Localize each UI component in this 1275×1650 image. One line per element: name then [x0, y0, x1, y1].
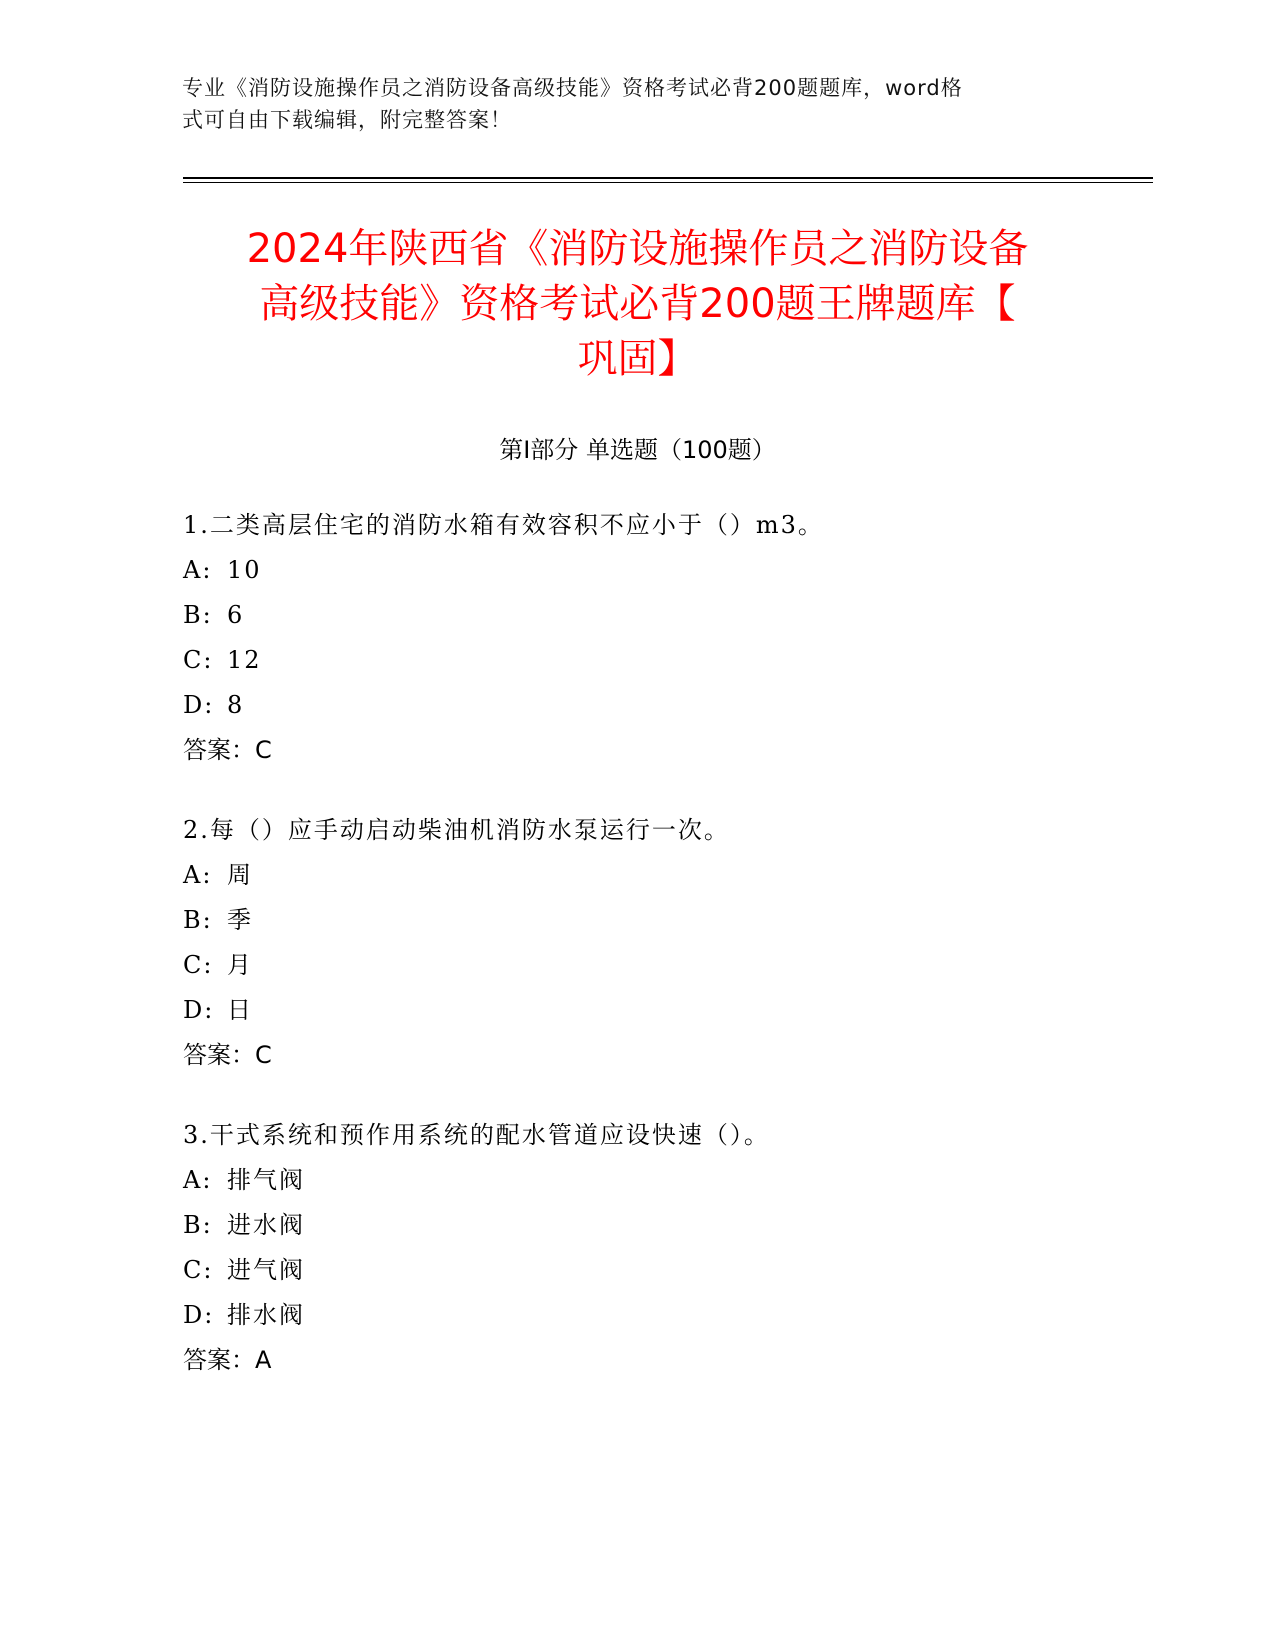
option-text: 6	[227, 601, 245, 629]
header-rule-thin	[183, 182, 1153, 183]
option-letter: D:	[183, 691, 215, 719]
option-d	[183, 1293, 1123, 1338]
question-3	[183, 1113, 1123, 1383]
question-1	[183, 503, 1123, 773]
option-b	[183, 1203, 1123, 1248]
option-c	[183, 943, 1123, 988]
option-text: 12	[227, 646, 262, 674]
document-title-line-3: 巩固】	[577, 336, 698, 382]
option-d	[183, 988, 1123, 1033]
option-c	[183, 638, 1123, 683]
option-text: 10	[227, 556, 262, 584]
option-d	[183, 683, 1123, 728]
option-text: 周	[227, 861, 253, 889]
option-letter: D:	[183, 1301, 215, 1329]
option-letter: B:	[183, 601, 213, 629]
option-b	[183, 593, 1123, 638]
option-text: 排气阀	[227, 1166, 305, 1194]
answer: 答案：A	[183, 1346, 272, 1374]
option-a	[183, 853, 1123, 898]
option-text: 进气阀	[227, 1256, 305, 1284]
document-title-line-2: 高级技能》资格考试必背200题王牌题库【	[259, 281, 1016, 327]
option-letter: A:	[183, 556, 213, 584]
header-note-line-2: 式可自由下载编辑，附完整答案！	[182, 108, 512, 132]
question-stem: 3.干式系统和预作用系统的配水管道应设快速（）。	[183, 1121, 770, 1149]
option-text: 排水阀	[227, 1301, 305, 1329]
document-title-line-1: 2024年陕西省《消防设施操作员之消防设备	[246, 226, 1029, 272]
option-letter: C:	[183, 1256, 214, 1284]
header-rule-thick	[183, 177, 1153, 179]
option-b	[183, 898, 1123, 943]
option-letter: C:	[183, 646, 214, 674]
option-text: 8	[227, 691, 245, 719]
option-c	[183, 1248, 1123, 1293]
option-letter: B:	[183, 1211, 213, 1239]
option-letter: A:	[183, 1166, 213, 1194]
option-letter: D:	[183, 996, 215, 1024]
option-letter: A:	[183, 861, 213, 889]
header-note	[182, 72, 1062, 136]
answer: 答案：C	[183, 1041, 272, 1069]
option-letter: B:	[183, 906, 213, 934]
header-note-line-1: 专业《消防设施操作员之消防设备高级技能》资格考试必背200题题库，word格	[182, 76, 963, 100]
document-title	[170, 222, 1105, 387]
question-stem: 2.每（）应手动启动柴油机消防水泵运行一次。	[183, 816, 730, 844]
option-text: 日	[227, 996, 253, 1024]
option-text: 季	[227, 906, 253, 934]
option-letter: C:	[183, 951, 214, 979]
option-a	[183, 1158, 1123, 1203]
option-text: 进水阀	[227, 1211, 305, 1239]
question-2	[183, 808, 1123, 1078]
question-stem: 1.二类高层住宅的消防水箱有效容积不应小于（）m3。	[183, 511, 824, 539]
answer: 答案：C	[183, 736, 272, 764]
section-heading: 第Ⅰ部分 单选题（100题）	[499, 436, 776, 464]
option-text: 月	[227, 951, 253, 979]
option-a	[183, 548, 1123, 593]
